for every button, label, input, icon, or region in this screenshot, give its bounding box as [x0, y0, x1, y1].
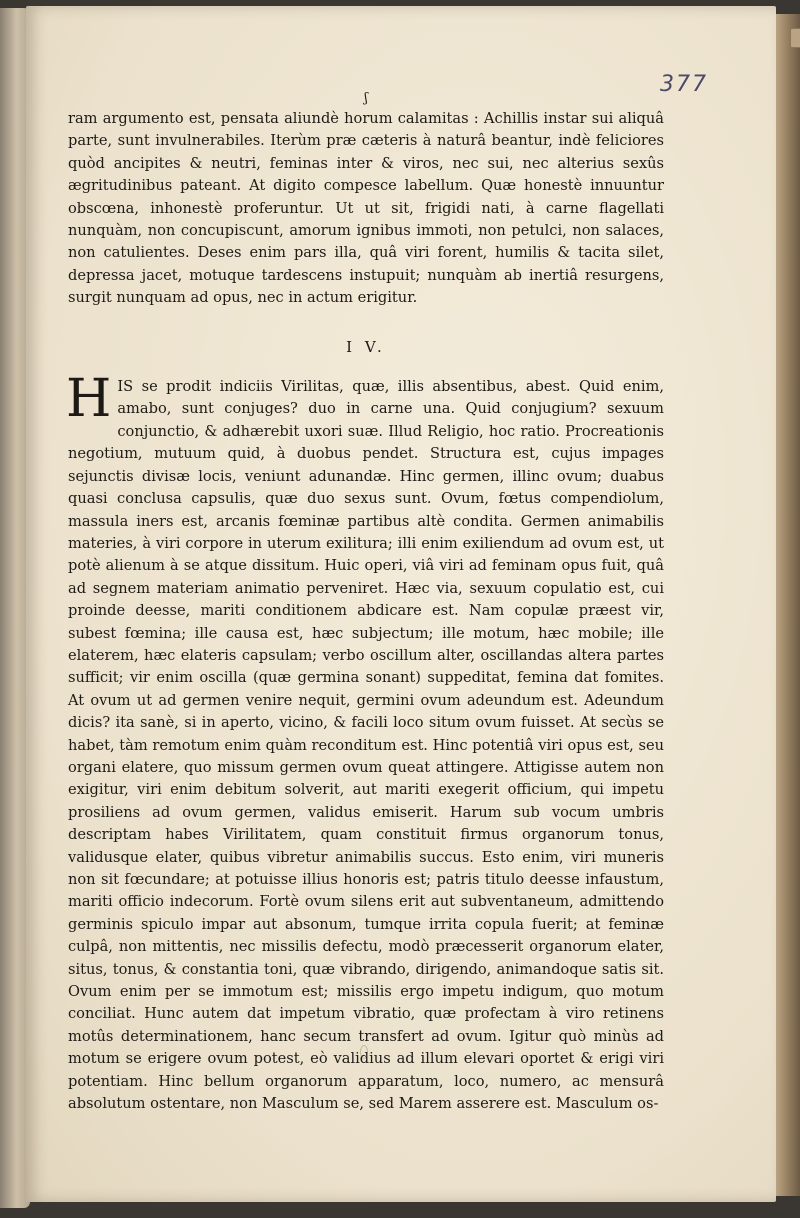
section-heading: I V.: [346, 337, 386, 356]
page-text: [68, 92, 664, 1115]
paragraph-2-text: IS se prodit indiciis Virilitas, quæ, illis absentibus, abest. Quid enim, amabo, sunt conjuges? duo in carne una. Quid conjugium? sexuum conjunctio, & adhærebit uxori suæ. Illud Religio, hoc ratio. Procreationis negotium, mutuum quid, à duobus pendet. Structura est, cujus impages sejunctis divisæ locis, veniunt adunandæ. Hinc germen, illinc ovum; duabus quasi conclusa capsulis, quæ duo sexus sunt. Ovum, fœtus compendiolum, massula iners est, arcanis fœminæ partibus altè condita. Germen animabilis materies, à viri corpore in uterum exilitura; illi enim exiliendum ad ovum est, ut potè alienum à se atque dissitum. Huic operi, viâ viri ad feminam opus fuit, quâ ad segnem materiam animatio perveniret. Hæc via, sexuum copulatio est, cui proinde deesse, mariti conditionem abdicare est. Nam copulæ præest vir, subest fœmina; ille causa est, hæc subjectum; ille motum, hæc mobile; ille elaterem, hæc elateris capsulam; verbo oscillum alter, oscillandas altera partes sufficit; vir enim oscilla (quæ germina sonant) suppeditat, femina dat fomites. At ovum ut ad germen venire nequit, germini ovum adeundum est. Adeundum dicis? ita sanè, si in aperto, vicino, & facili loco situm ovum fuisset. At secùs se habet, tàm remotum enim quàm reconditum est. Hinc potentiâ viri opus est, seu organi elatere, quo missum germen ovum queat attingere. Attigisse autem non exigitur, viri enim debitum solverit, aut mariti exegerit officium, qui impetu prosiliens ad ovum germen, validus emiserit. Harum sub vocum umbris descriptam habes Virilitatem, quam constituit firmus organorum tonus, validusque elater, quibus vibretur animabilis succus. Esto enim, viri muneris non sit fœcundare; at potuisse illius honoris est; patris titulo deesse infaustum, mariti officio indecorum. Fortè ovum silens erit aut subventaneum, admittendo germinis spiculo impar aut absonum, tumque irrita copula fuerit; at feminæ culpâ, non mittentis, nec missilis defectu, modò præcesserit organorum elater, situs, tonus, & constantia toni, quæ vibrando, dirigendo, animandoque satis sit. Ovum enim per se immotum est; missilis ergo impetu indigum, quo motum conciliat. Hunc autem dat impetum vibratio, quæ profectam à viro retinens motûs determinationem, hanc secum transfert ad ovum. Igitur quò minùs ad motum se erigere ovum potest, eò validius ad illum elevari oportet & erigi viri potentiam. Hinc bellum organorum apparatum, loco, numero, ac mensurâ absolutum ostentare, non Masculum se, sed Marem asserere est. Masculum os-: [68, 378, 664, 1113]
page-clip: [790, 28, 800, 48]
page-number: 377: [660, 72, 708, 97]
catchmark: ʃ: [364, 91, 368, 106]
paper-blemish: [360, 1045, 368, 1059]
paragraph-2: [66, 369, 664, 1115]
drop-cap: H: [66, 369, 112, 430]
paragraph-1: ram argumento est, pensata aliundè horum calamitas : Achillis instar sui aliquâ parte, sunt invulnerabiles. Iterùm præ cæteris à naturâ beantur, indè feliciores quòd ancipites & neutri, feminas inter & viros, nec sui, nec alterius sexûs ægritudinibus pateant. At digito compesce labellum. Quæ honestè innuuntur obscœna, inhonestè proferuntur. Ut ut sit, frigidi nati, à carne flagellati nunquàm, non concupiscunt, amorum ignibus immoti, non petulci, non salaces, non catulientes. Deses enim pars illa, quâ viri forent, humilis & tacita silet, depressa jacet, motuque tardescens instupuit; nunquàm ab inertiâ resurgens, surgit nunquam ad opus, nec in actum erigitur.: [68, 110, 664, 307]
